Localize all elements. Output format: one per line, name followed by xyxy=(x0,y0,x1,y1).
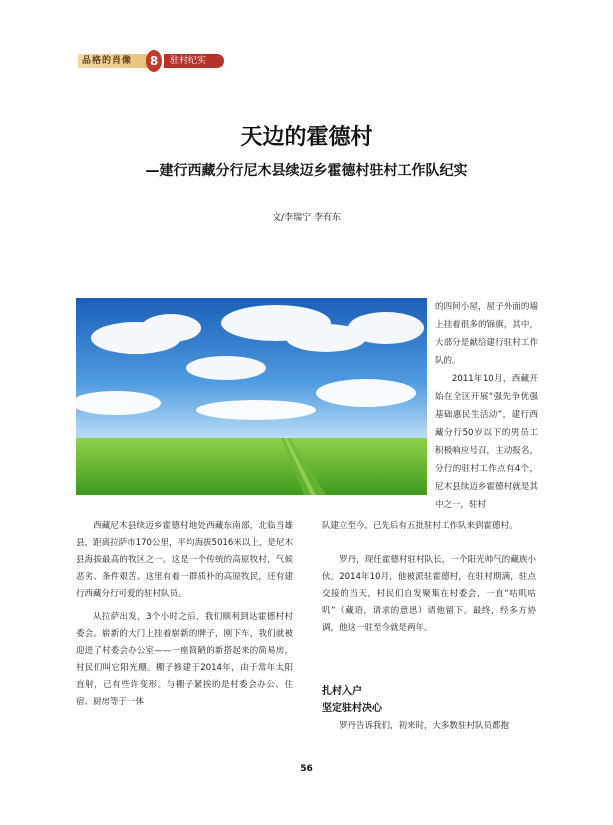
right-column-top-text xyxy=(435,298,538,514)
sky-grassland-photo xyxy=(76,298,427,495)
section-heading-line1: 扎村入户 xyxy=(322,686,362,697)
article-title: 天边的霍德村 xyxy=(240,124,373,150)
continuation-text xyxy=(322,518,536,535)
left-paragraph-1: 西藏尼木县续迈乡霍德村地处西藏东南部，北临当雄县，距离拉萨市170公里，平均海拔5016米以上，是尼木县海拔最高的牧区之一。这是一个传统的高原牧村，气候恶劣、条件艰苦。这里有着一群质朴的高原牧民，还有建行西藏分行可爱的驻村队员。 xyxy=(76,521,293,599)
section-heading xyxy=(322,683,536,717)
right-paragraph-1: 罗丹，现任霍德村驻村队长，一个阳光帅气的藏族小伙。2014年10月，他被派驻霍德村，在驻村期满，驻点交接的当天，村民们自发聚集在村委会，一直“咕叽咕叽”（藏语，请求的意思）请他留下。最终，经多方协调，他这一驻至今就是两年。 xyxy=(322,555,536,633)
header-right-label: 驻村纪实 xyxy=(164,54,224,68)
section-heading-line2: 坚定驻村决心 xyxy=(322,703,382,714)
article-author: 文/李瑞宁 李有东 xyxy=(272,213,341,223)
last-paragraph-text: 罗丹告诉我们，初来时，大多数驻村队员都抱 xyxy=(339,721,510,731)
right-column-intro: 的四间小屋，屋子外面的墙上挂着很多的锦旗，其中，大部分是献给建行驻村工作队的。 xyxy=(435,302,538,366)
last-paragraph xyxy=(322,718,536,735)
page-number: 56 xyxy=(300,764,313,774)
article-subtitle: —建行西藏分行尼木县续迈乡霍德村驻村工作队纪实 xyxy=(145,163,468,179)
section-header xyxy=(78,50,228,70)
right-column-lower xyxy=(322,552,536,637)
header-left-label: 品格的肖像 xyxy=(78,54,148,68)
right-column-para: 2011年10月，西藏开始在全区开展“强先争优强基础惠民生活动”，建行西藏分行50岁以下的男员工积极响应号召，主动报名，分行的驻村工作点有4个，尼木县续迈乡霍德村就是其中之一，驻村 xyxy=(435,374,538,510)
left-column xyxy=(76,518,293,711)
header-mark-icon: 8 xyxy=(146,50,162,72)
left-paragraph-2: 从拉萨出发，3个小时之后，我们顺利到达霍德村村委会。崭新的大门上挂着崭新的牌子，刚下车，我们就被迎进了村委会办公室——一座简陋的新搭起来的简易房，村民们叫它阳光棚。棚子修建于2014年，由于常年太阳直射，已有些许变形。与棚子紧挨的是村委会办公、住宿、厨房等于一体 xyxy=(76,612,293,707)
photo-illustration xyxy=(76,298,427,495)
continuation-paragraph: 队建立至今，已先后有五批驻村工作队来到霍德村。 xyxy=(322,521,518,531)
